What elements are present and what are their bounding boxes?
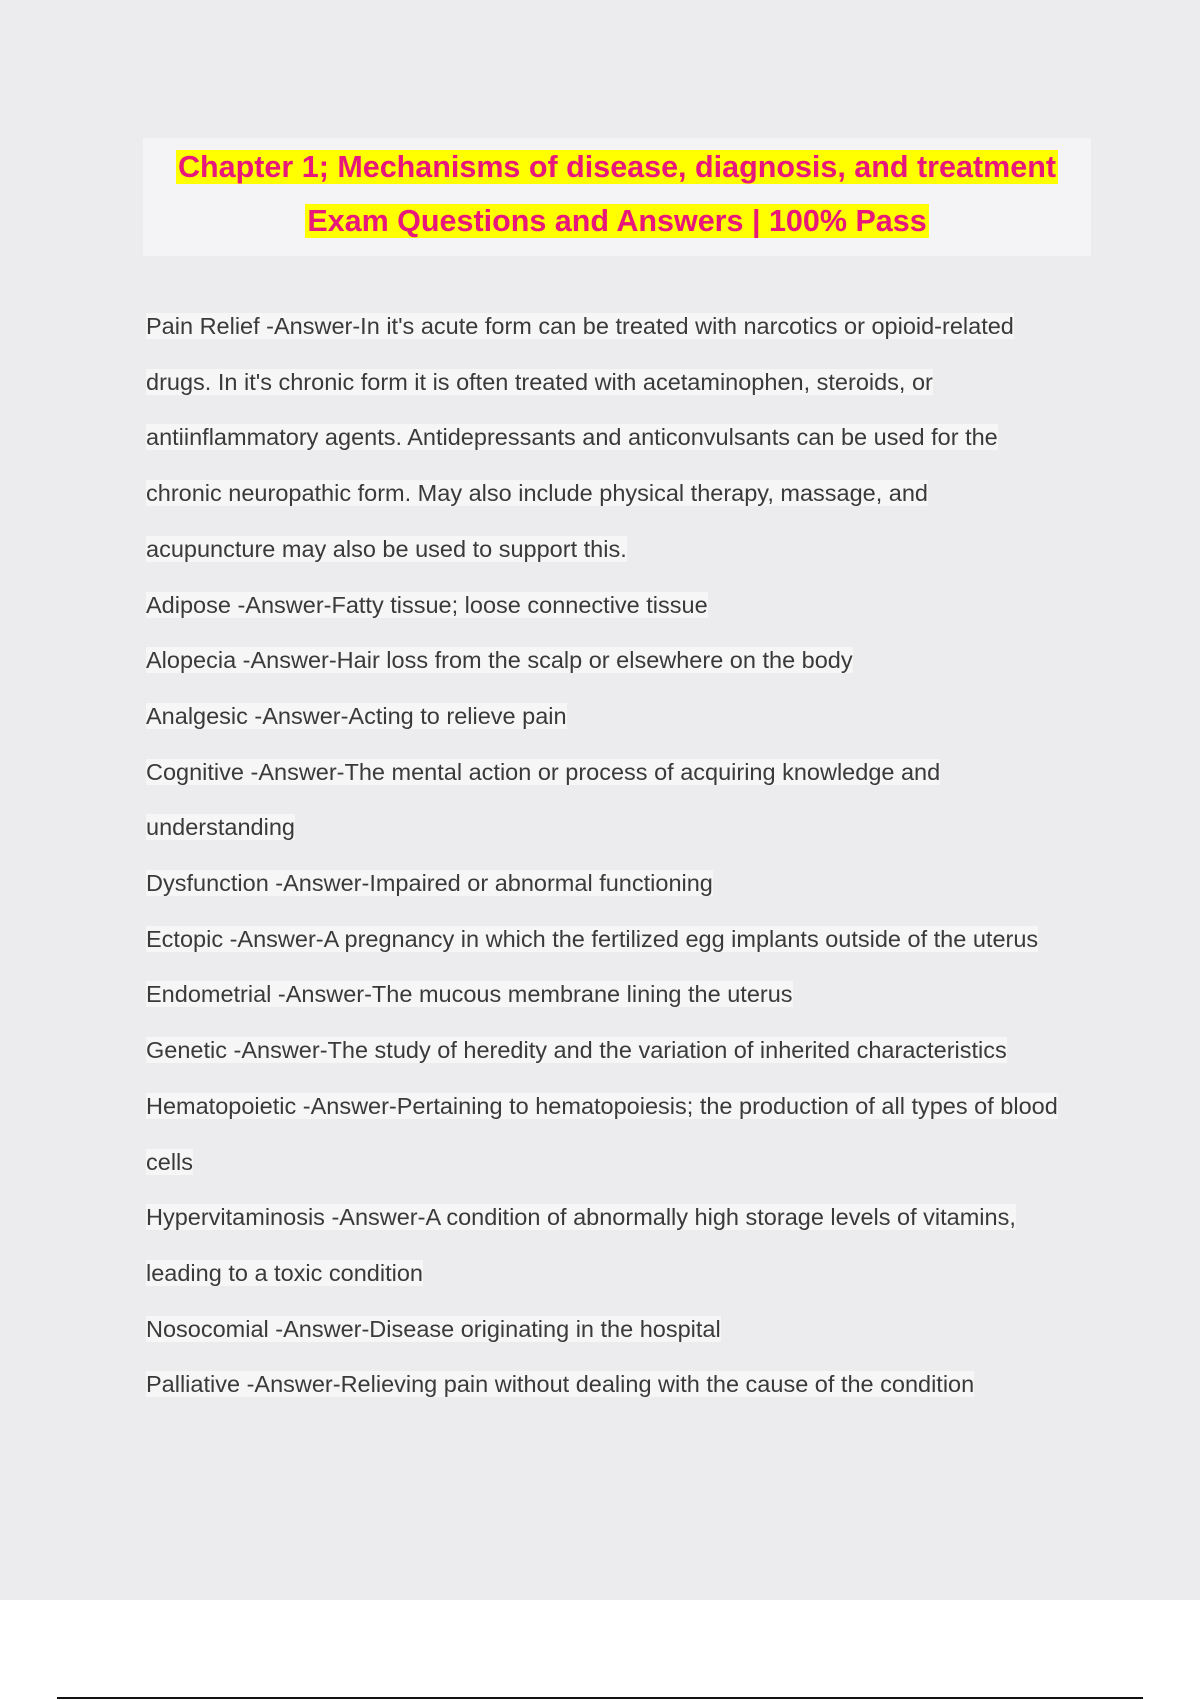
qa-entry — [146, 578, 1096, 634]
qa-entry-text-line: Hypervitaminosis -Answer-A condition of abnormally high storage levels of vitamins, — [146, 1204, 1016, 1231]
qa-entry-text-line: Cognitive -Answer-The mental action or process of acquiring knowledge and — [146, 758, 941, 785]
qa-entry — [146, 1190, 1096, 1301]
qa-entry — [146, 856, 1096, 912]
qa-entry-text-line: Adipose -Answer-Fatty tissue; loose connective tissue — [146, 591, 708, 618]
qa-entry-text-line: antiinflammatory agents. Antidepressants and anticonvulsants can be used for the — [146, 424, 998, 451]
qa-entry-text-line: Alopecia -Answer-Hair loss from the scalp or elsewhere on the body — [146, 647, 853, 674]
page-title-line-1: Chapter 1; Mechanisms of disease, diagnosis, and treatment — [178, 150, 1056, 184]
qa-entry-text-line: Pain Relief -Answer-In it's acute form can be treated with narcotics or opioid-related — [146, 313, 1014, 339]
qa-entry — [146, 745, 1096, 856]
qa-list — [146, 299, 1096, 1413]
qa-entry — [146, 689, 1096, 745]
qa-entry — [146, 1023, 1096, 1079]
qa-entry — [146, 299, 1096, 578]
qa-entry — [146, 967, 1096, 1023]
title-block — [143, 138, 1091, 256]
qa-entry-text-line: Palliative -Answer-Relieving pain without dealing with the cause of the condition — [146, 1371, 975, 1398]
qa-entry-text-line: Analgesic -Answer-Acting to relieve pain — [146, 702, 567, 729]
qa-entry-text-line: leading to a toxic condition — [146, 1259, 423, 1286]
qa-entry — [146, 633, 1096, 689]
qa-entry-text-line: Endometrial -Answer-The mucous membrane lining the uterus — [146, 981, 793, 1008]
qa-entry — [146, 912, 1096, 968]
qa-entry-text-line: Hematopoietic -Answer-Pertaining to hematopoiesis; the production of all types of blood — [146, 1092, 1058, 1119]
qa-entry-text-line: Ectopic -Answer-A pregnancy in which the fertilized egg implants outside of the uterus — [146, 925, 1039, 952]
qa-entry-text-line: cells — [146, 1148, 194, 1175]
qa-entry-text-line: Nosocomial -Answer-Disease originating in the hospital — [146, 1315, 721, 1342]
qa-entry-text-line: acupuncture may also be used to support this. — [146, 535, 627, 562]
qa-entry-text-line: drugs. In it's chronic form it is often treated with acetaminophen, steroids, or — [146, 368, 933, 395]
qa-entry-text-line: Dysfunction -Answer-Impaired or abnormal functioning — [146, 870, 713, 897]
qa-entry — [146, 1357, 1096, 1413]
qa-entry — [146, 1079, 1096, 1190]
page-title-line-2: Exam Questions and Answers | 100% Pass — [307, 204, 927, 238]
qa-entry-text-line: chronic neuropathic form. May also include physical therapy, massage, and — [146, 480, 928, 507]
qa-entry-text-line: understanding — [146, 814, 295, 841]
qa-entry — [146, 1302, 1096, 1358]
qa-entry-text-line: Genetic -Answer-The study of heredity and the variation of inherited characteristics — [146, 1037, 1007, 1064]
footer-divider — [57, 1697, 1143, 1699]
